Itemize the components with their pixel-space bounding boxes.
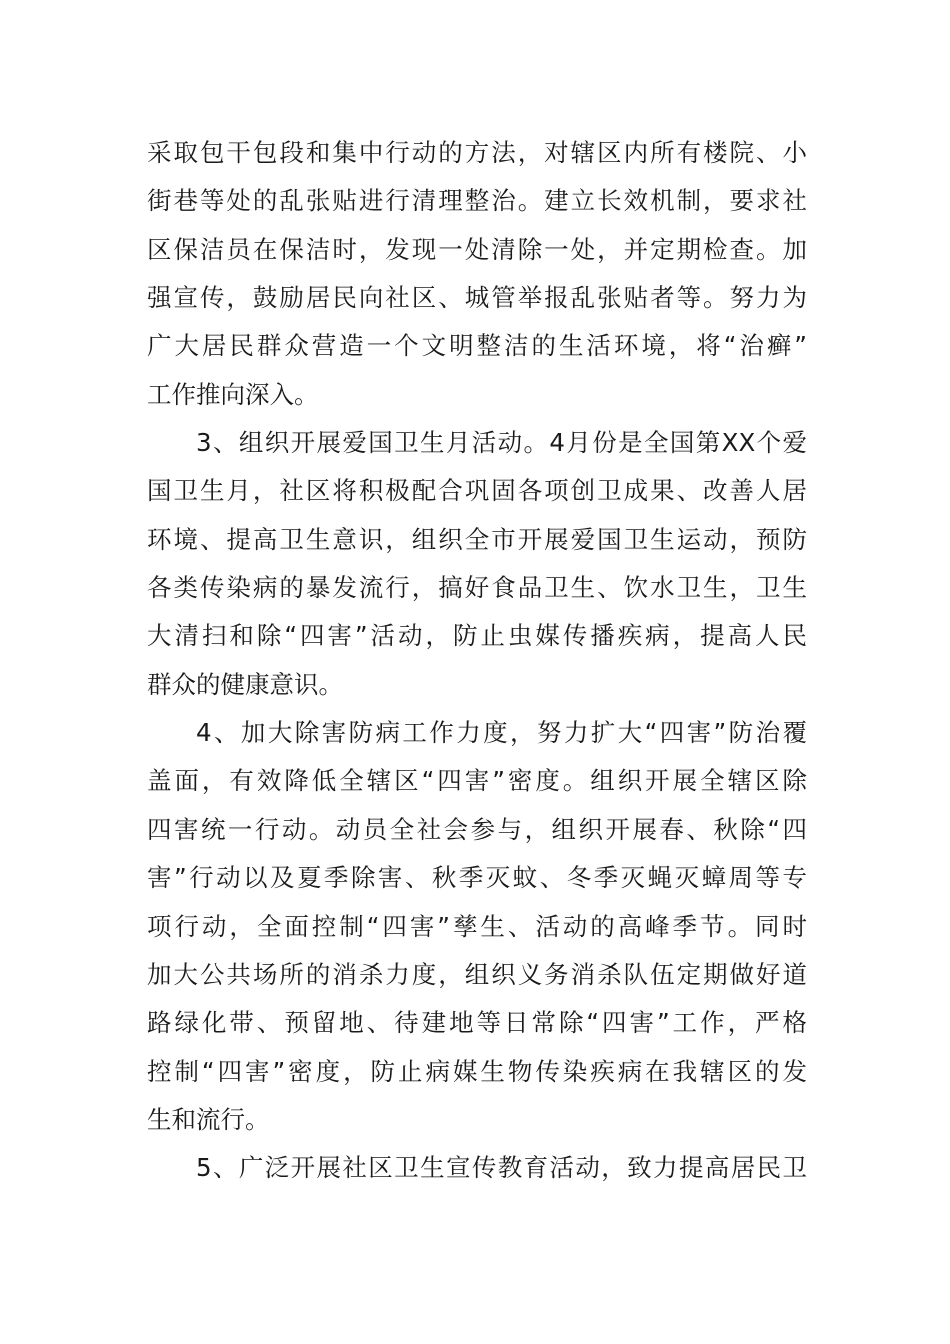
text-line: 盖面，有效降低全辖区“四害”密度。组织开展全辖区除 (147, 766, 807, 796)
text-line: 广大居民群众营造一个文明整洁的生活环境，将“治癣” (147, 331, 807, 361)
paragraph-first-line: 3、组织开展爱国卫生月活动。4月份是全国第XX个爱 (196, 428, 807, 458)
text-line: 采取包干包段和集中行动的方法，对辖区内所有楼院、小 (147, 138, 807, 167)
text-line: 街巷等处的乱张贴进行清理整治。建立长效机制，要求社 (147, 186, 807, 216)
text-line: 群众的健康意识。 (147, 669, 343, 699)
text-line: 国卫生月，社区将积极配合巩固各项创卫成果、改善人居 (147, 476, 807, 506)
document-page (147, 129, 807, 1193)
text-line: 工作推向深入。 (147, 379, 319, 409)
text-line: 区保洁员在保洁时，发现一处清除一处，并定期检查。加 (147, 234, 807, 264)
paragraph-first-line: 4、加大除害防病工作力度，努力扩大“四害”防治覆 (196, 718, 807, 748)
text-line: 项行动，全面控制“四害”孳生、活动的高峰季节。同时 (147, 911, 807, 941)
text-line: 四害统一行动。动员全社会参与，组织开展春、秋除“四 (147, 814, 807, 844)
text-line: 各类传染病的暴发流行，搞好食品卫生、饮水卫生，卫生 (147, 573, 807, 603)
text-line: 路绿化带、预留地、待建地等日常除“四害”工作，严格 (147, 1008, 807, 1038)
text-line: 环境、提高卫生意识，组织全市开展爱国卫生运动，预防 (147, 524, 807, 554)
paragraph-first-line: 5、广泛开展社区卫生宣传教育活动，致力提高居民卫 (196, 1153, 807, 1183)
text-line: 控制“四害”密度，防止病媒生物传染疾病在我辖区的发 (147, 1056, 807, 1086)
text-line: 强宣传，鼓励居民向社区、城管举报乱张贴者等。努力为 (147, 283, 807, 313)
text-line: 加大公共场所的消杀力度，组织义务消杀队伍定期做好道 (147, 959, 807, 989)
text-line: 大清扫和除“四害”活动，防止虫媒传播疾病，提高人民 (147, 621, 807, 651)
text-line: 生和流行。 (147, 1104, 270, 1134)
text-line: 害”行动以及夏季除害、秋季灭蚊、冬季灭蝇灭蟑周等专 (147, 863, 807, 893)
